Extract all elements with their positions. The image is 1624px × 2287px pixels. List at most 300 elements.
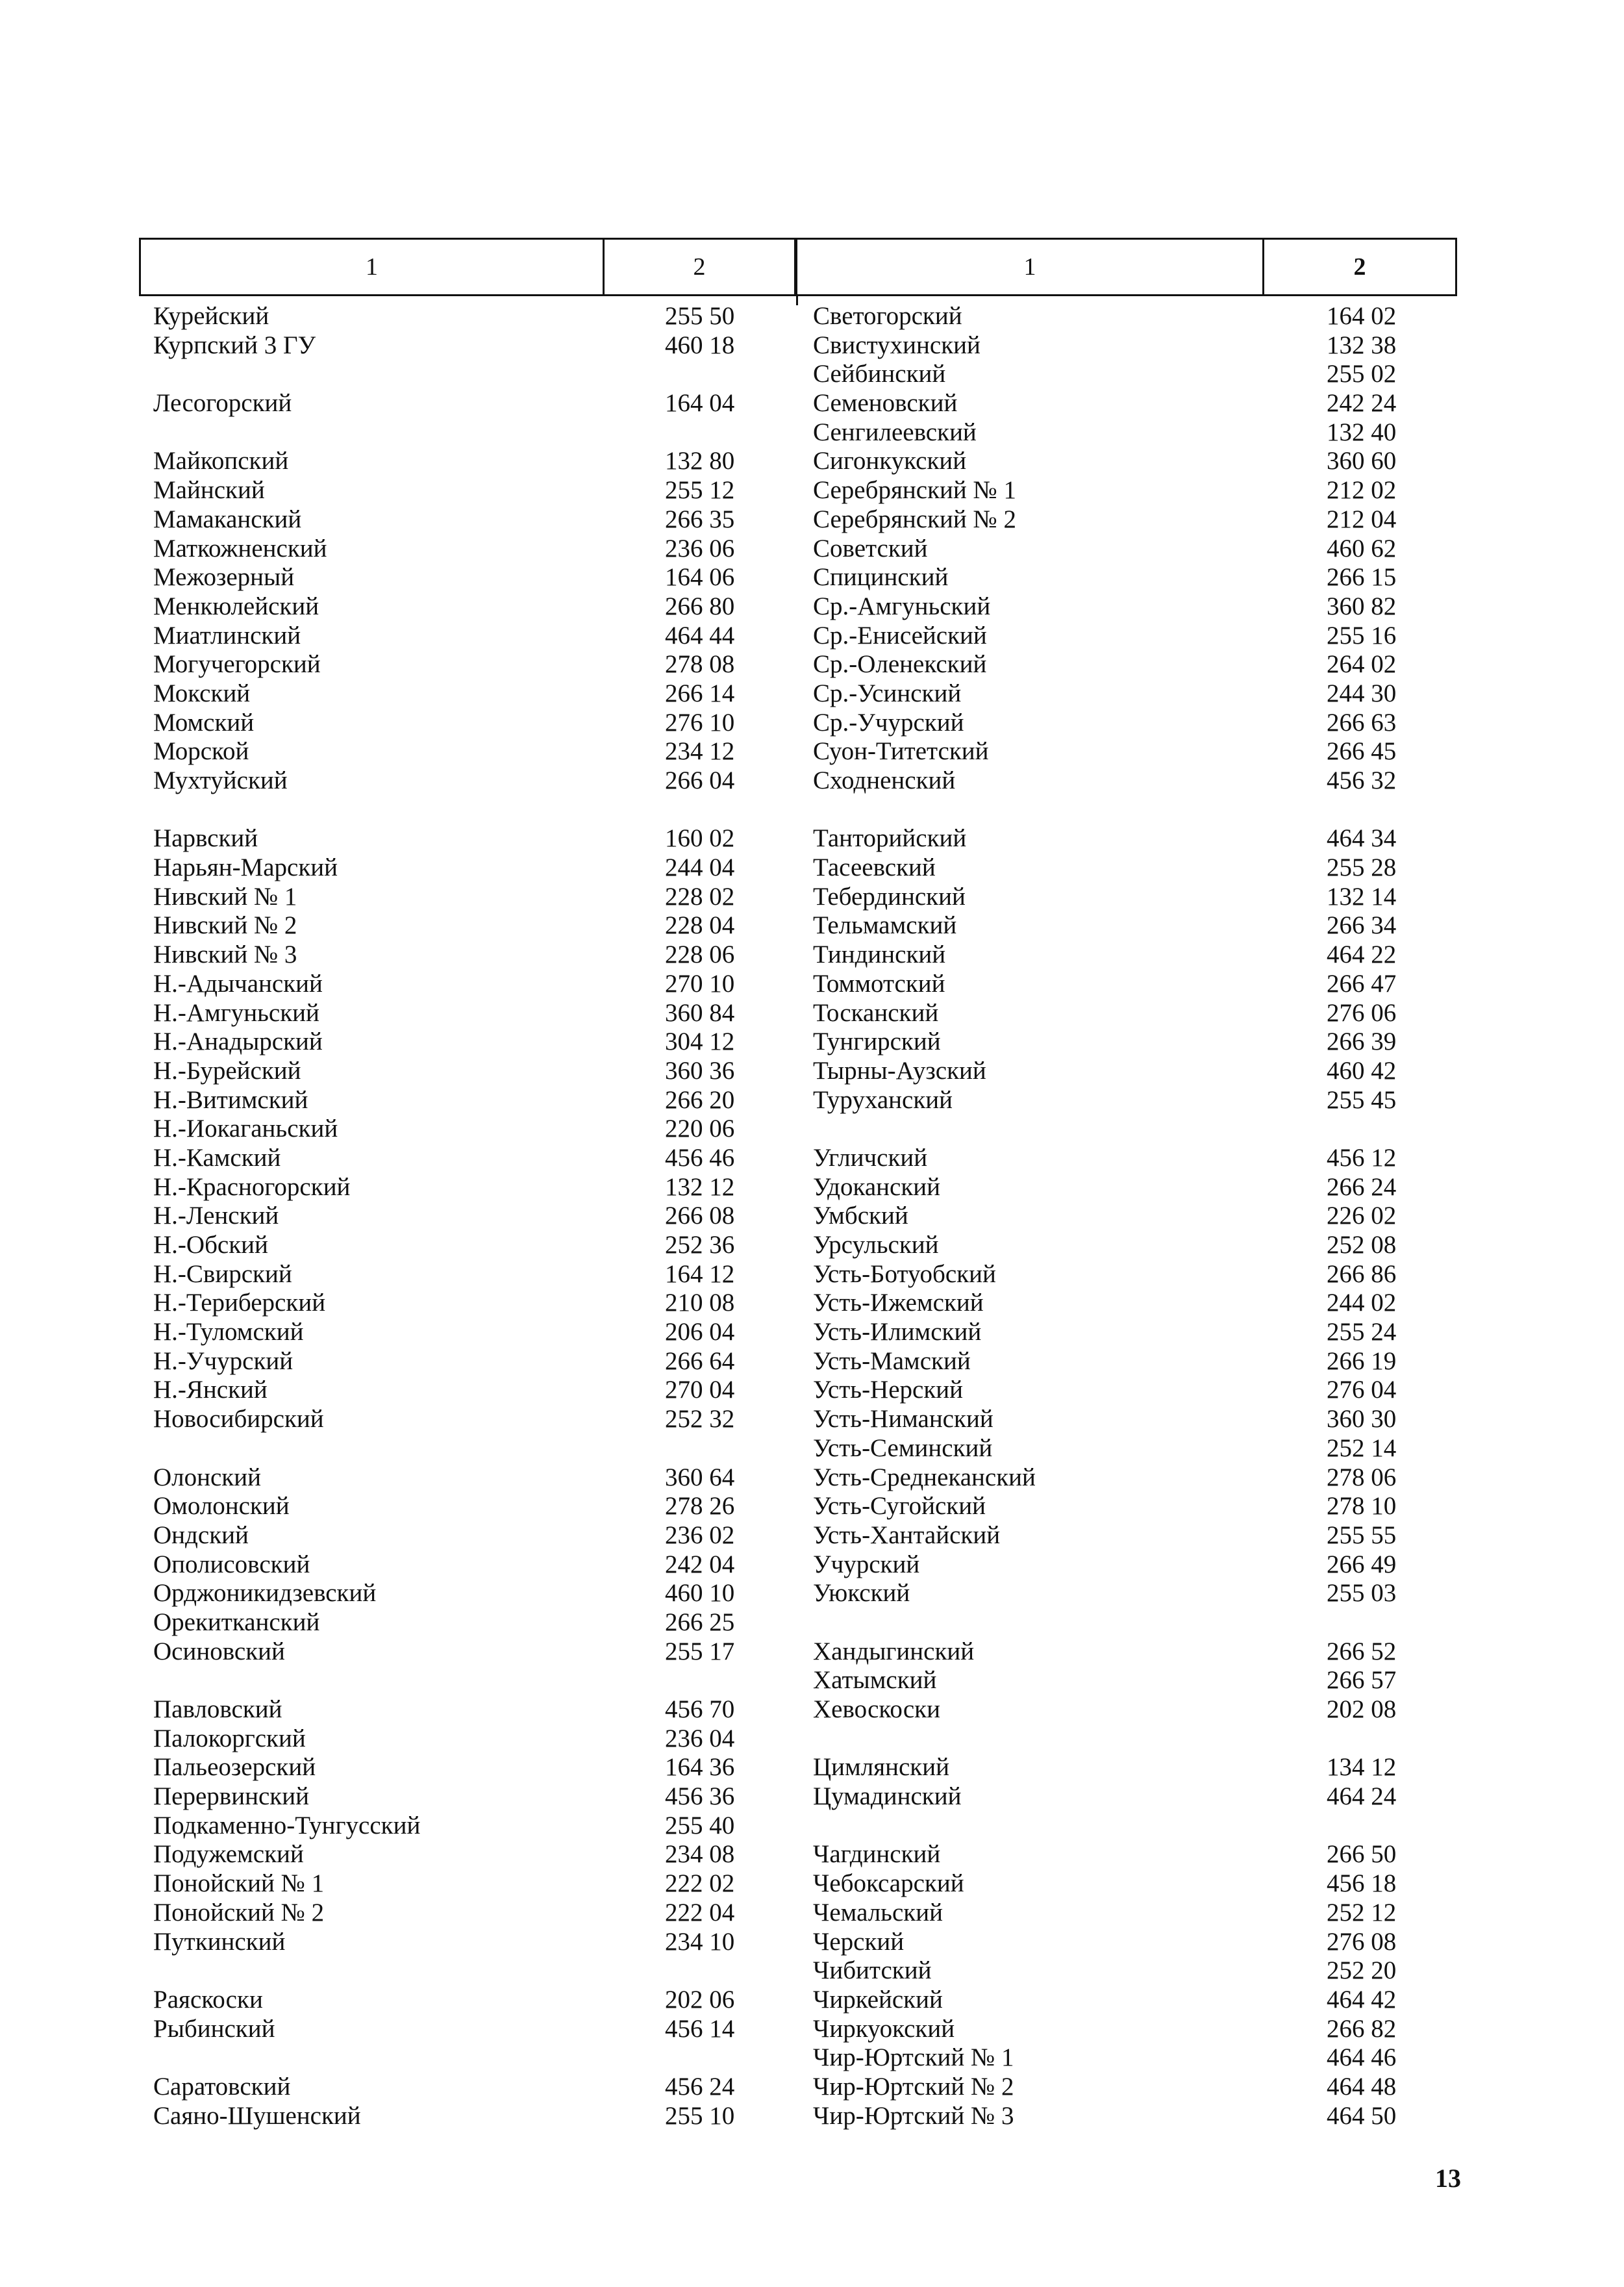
- station-code: 222 02: [665, 1869, 735, 1898]
- station-code: 276 08: [1327, 1927, 1397, 1956]
- list-item: [153, 737, 770, 766]
- station-code: 460 42: [1327, 1056, 1397, 1085]
- list-item: [813, 1115, 1456, 1144]
- station-name: Мокский: [153, 679, 251, 707]
- station-name: Цимлянский: [813, 1753, 949, 1782]
- station-name: Угличский: [813, 1143, 928, 1172]
- station-name: Серебрянский № 1: [813, 476, 1016, 505]
- station-name: Маткожненский: [153, 534, 327, 562]
- list-item: [813, 941, 1456, 970]
- list-item: [813, 853, 1456, 883]
- list-item: [153, 1260, 770, 1289]
- station-name: Усть-Семинский: [813, 1434, 993, 1462]
- station-name: Тельмамский: [813, 911, 957, 940]
- station-name: Н.-Териберский: [153, 1289, 326, 1317]
- station-code: 255 45: [1327, 1085, 1397, 1114]
- station-code: 266 14: [665, 679, 735, 707]
- list-item: [813, 360, 1456, 389]
- station-name: Могучегорский: [153, 650, 321, 679]
- station-code: 226 02: [1327, 1202, 1397, 1230]
- station-code: 276 10: [665, 708, 735, 737]
- list-item: [813, 824, 1456, 853]
- station-name: Цумадинский: [813, 1782, 962, 1811]
- station-name: Чибитский: [813, 1956, 932, 1985]
- list-item: [153, 1173, 770, 1202]
- list-item: [813, 1666, 1456, 1695]
- station-code: 278 08: [665, 650, 735, 679]
- station-name: Нарьян-Марский: [153, 853, 338, 882]
- station-code: 266 08: [665, 1202, 735, 1230]
- station-name: Тосканский: [813, 998, 939, 1027]
- station-code: 266 19: [1327, 1346, 1397, 1375]
- station-code: 360 36: [665, 1056, 735, 1085]
- left-column: [153, 302, 770, 2130]
- station-name: Томмотский: [813, 969, 945, 998]
- list-item: [813, 796, 1456, 825]
- station-code: 132 14: [1327, 882, 1397, 911]
- list-item: [153, 1057, 770, 1086]
- station-code: 278 06: [1327, 1463, 1397, 1491]
- station-code: 132 80: [665, 447, 735, 475]
- list-item: [153, 1405, 770, 1434]
- list-item: [813, 2043, 1456, 2073]
- station-code: 266 50: [1327, 1840, 1397, 1869]
- station-code: 164 12: [665, 1259, 735, 1288]
- station-code: 206 04: [665, 1318, 735, 1346]
- station-code: 228 04: [665, 911, 735, 940]
- station-code: 252 12: [1327, 1898, 1397, 1927]
- header-col-2: 2: [605, 240, 797, 294]
- station-code: 244 02: [1327, 1289, 1397, 1317]
- station-code: 460 62: [1327, 534, 1397, 562]
- list-item: [153, 1376, 770, 1405]
- station-code: 228 06: [665, 941, 735, 969]
- list-item: [153, 331, 770, 360]
- station-name: Чемальский: [813, 1898, 943, 1927]
- station-name: Понойский № 1: [153, 1869, 325, 1898]
- list-item: [813, 1173, 1456, 1202]
- station-code: 456 18: [1327, 1869, 1397, 1898]
- list-item: [813, 737, 1456, 766]
- list-item: [153, 1231, 770, 1260]
- station-code: 278 26: [665, 1492, 735, 1521]
- list-item: [153, 1202, 770, 1231]
- list-item: [813, 476, 1456, 505]
- list-item: [813, 1637, 1456, 1667]
- station-name: Мухтуйский: [153, 766, 288, 794]
- station-name: Нивский № 2: [153, 911, 297, 940]
- station-name: Сигонкукский: [813, 447, 967, 475]
- list-item: [153, 650, 770, 679]
- list-item: [153, 1753, 770, 1782]
- station-name: Чиркуокский: [813, 2014, 955, 2043]
- station-code: 266 45: [1327, 737, 1397, 766]
- station-name: Спицинский: [813, 563, 949, 592]
- station-name: Тырны-Аузский: [813, 1056, 986, 1085]
- station-code: 464 22: [1327, 941, 1397, 969]
- list-item: [813, 1318, 1456, 1347]
- list-item: [813, 2015, 1456, 2044]
- list-item: [813, 331, 1456, 360]
- station-code: 460 18: [665, 331, 735, 359]
- station-code: 266 25: [665, 1608, 735, 1636]
- list-item: [813, 2073, 1456, 2102]
- station-code: 266 86: [1327, 1259, 1397, 1288]
- station-name: Курпский 3 ГУ: [153, 331, 316, 359]
- station-name: Сенгилеевский: [813, 418, 977, 446]
- list-item: [813, 1840, 1456, 1869]
- station-name: Ср.-Амгуньский: [813, 592, 991, 620]
- list-item: [153, 1869, 770, 1899]
- list-item: [153, 1782, 770, 1812]
- station-code: 164 04: [665, 389, 735, 418]
- station-name: Н.-Бурейский: [153, 1056, 301, 1085]
- list-item: [813, 1521, 1456, 1550]
- station-code: 264 02: [1327, 650, 1397, 679]
- station-code: 464 24: [1327, 1782, 1397, 1811]
- station-name: Майкопский: [153, 447, 289, 475]
- header-col-4: 2: [1353, 253, 1366, 281]
- station-name: Мамаканский: [153, 505, 302, 533]
- list-item: [153, 1492, 770, 1521]
- station-code: 255 16: [1327, 621, 1397, 650]
- list-item: [813, 563, 1456, 592]
- station-code: 266 47: [1327, 969, 1397, 998]
- list-item: [153, 1986, 770, 2015]
- station-name: Усть-Ниманский: [813, 1405, 993, 1434]
- station-code: 266 57: [1327, 1666, 1397, 1695]
- list-item: [153, 2015, 770, 2044]
- station-code: 276 04: [1327, 1376, 1397, 1404]
- right-column: [813, 302, 1456, 2130]
- station-name: Орджоникидзевский: [153, 1579, 377, 1608]
- list-item: [153, 2102, 770, 2131]
- list-item: [813, 1725, 1456, 1754]
- station-code: 460 10: [665, 1579, 735, 1608]
- station-name: Майнский: [153, 476, 265, 505]
- station-name: Ондский: [153, 1521, 249, 1549]
- header-col-3: 1: [797, 240, 1264, 294]
- station-code: 255 10: [665, 2101, 735, 2130]
- list-item: [813, 1405, 1456, 1434]
- column-divider: [796, 296, 798, 305]
- station-code: 202 06: [665, 1985, 735, 2014]
- station-code: 278 10: [1327, 1492, 1397, 1521]
- station-code: 236 04: [665, 1724, 735, 1752]
- station-name: Павловский: [153, 1695, 282, 1723]
- list-item: [813, 1928, 1456, 1957]
- list-item: [153, 2043, 770, 2073]
- station-code: 464 50: [1327, 2101, 1397, 2130]
- station-code: 222 04: [665, 1898, 735, 1927]
- station-name: Нивский № 1: [153, 882, 297, 911]
- station-code: 360 84: [665, 998, 735, 1027]
- station-code: 456 70: [665, 1695, 735, 1723]
- list-item: [153, 1144, 770, 1173]
- station-code: 266 34: [1327, 911, 1397, 940]
- station-code: 266 64: [665, 1346, 735, 1375]
- station-code: 266 82: [1327, 2014, 1397, 2043]
- station-name: Тебердинский: [813, 882, 966, 911]
- station-name: Сходненский: [813, 766, 956, 794]
- station-name: Раяскоски: [153, 1985, 263, 2014]
- station-code: 266 80: [665, 592, 735, 620]
- station-code: 228 02: [665, 882, 735, 911]
- station-name: Путкинский: [153, 1927, 286, 1956]
- station-name: Н.-Свирский: [153, 1259, 292, 1288]
- station-name: Усть-Ботуобский: [813, 1259, 996, 1288]
- station-name: Серебрянский № 2: [813, 505, 1016, 533]
- list-item: [813, 1812, 1456, 1841]
- list-item: [813, 1376, 1456, 1405]
- station-code: 360 64: [665, 1463, 735, 1491]
- station-name: Н.-Анадырский: [153, 1028, 323, 1056]
- station-code: 202 08: [1327, 1695, 1397, 1723]
- station-code: 266 04: [665, 766, 735, 794]
- station-code: 266 15: [1327, 563, 1397, 592]
- list-item: [813, 1956, 1456, 1986]
- station-code: 464 46: [1327, 2043, 1397, 2072]
- station-name: Хевоскоски: [813, 1695, 940, 1723]
- station-code: 266 35: [665, 505, 735, 533]
- station-name: Усть-Мамский: [813, 1346, 971, 1375]
- list-item: [153, 1956, 770, 1986]
- list-item: [813, 1289, 1456, 1318]
- station-code: 132 38: [1327, 331, 1397, 359]
- station-name: Усть-Илимский: [813, 1318, 982, 1346]
- station-name: Н.-Амгуньский: [153, 998, 319, 1027]
- list-item: [153, 766, 770, 796]
- station-name: Уюкский: [813, 1579, 910, 1608]
- list-item: [153, 1028, 770, 1057]
- station-name: Светогорский: [813, 302, 962, 330]
- list-item: [813, 1086, 1456, 1115]
- station-code: 464 48: [1327, 2072, 1397, 2101]
- station-name: Н.-Камский: [153, 1143, 281, 1172]
- station-code: 266 52: [1327, 1637, 1397, 1665]
- station-code: 255 50: [665, 302, 735, 330]
- list-item: [813, 1550, 1456, 1580]
- list-item: [153, 592, 770, 622]
- station-name: Тунгирский: [813, 1028, 941, 1056]
- station-name: Менкюлейский: [153, 592, 319, 620]
- station-name: Учурский: [813, 1550, 920, 1578]
- list-item: [813, 970, 1456, 999]
- station-name: Ср.-Усинский: [813, 679, 962, 707]
- list-item: [813, 622, 1456, 651]
- station-name: Н.-Адычанский: [153, 969, 323, 998]
- list-item: [153, 2073, 770, 2102]
- station-name: Перервинский: [153, 1782, 309, 1811]
- station-code: 242 04: [665, 1550, 735, 1578]
- station-code: 360 60: [1327, 447, 1397, 475]
- list-item: [153, 824, 770, 853]
- station-name: Орекитканский: [153, 1608, 320, 1636]
- list-item: [813, 1434, 1456, 1463]
- list-item: [153, 1318, 770, 1347]
- list-item: [153, 622, 770, 651]
- list-item: [813, 1608, 1456, 1637]
- station-name: Палокоргский: [153, 1724, 306, 1752]
- station-name: Н.-Туломский: [153, 1318, 304, 1346]
- station-name: Н.-Витимский: [153, 1085, 308, 1114]
- list-item: [153, 447, 770, 476]
- list-item: [153, 1637, 770, 1667]
- station-code: 456 14: [665, 2014, 735, 2043]
- station-code: 456 24: [665, 2072, 735, 2101]
- station-code: 210 08: [665, 1289, 735, 1317]
- list-item: [153, 1115, 770, 1144]
- list-item: [153, 970, 770, 999]
- list-item: [153, 563, 770, 592]
- list-item: [813, 389, 1456, 418]
- station-code: 252 14: [1327, 1434, 1397, 1462]
- header-col-1: 1: [141, 240, 605, 294]
- list-item: [153, 1434, 770, 1463]
- list-item: [813, 1231, 1456, 1260]
- station-name: Подужемский: [153, 1840, 304, 1869]
- list-item: [153, 535, 770, 564]
- list-item: [813, 1782, 1456, 1812]
- station-name: Усть-Нерский: [813, 1376, 964, 1404]
- station-name: Нивский № 3: [153, 941, 297, 969]
- station-name: Межозерный: [153, 563, 295, 592]
- list-item: [813, 1202, 1456, 1231]
- station-code: 236 06: [665, 534, 735, 562]
- station-name: Чир-Юртский № 3: [813, 2101, 1014, 2130]
- station-name: Н.-Янский: [153, 1376, 268, 1404]
- list-item: [813, 1057, 1456, 1086]
- station-name: Суон-Титетский: [813, 737, 989, 766]
- page-number: 13: [1435, 2164, 1461, 2193]
- list-item: [153, 1840, 770, 1869]
- station-name: Туруханский: [813, 1085, 953, 1114]
- station-code: 464 44: [665, 621, 735, 650]
- list-item: [813, 1144, 1456, 1173]
- list-item: [813, 2102, 1456, 2131]
- list-item: [813, 1463, 1456, 1493]
- station-code: 456 12: [1327, 1143, 1397, 1172]
- station-name: Н.-Обский: [153, 1231, 268, 1259]
- station-code: 304 12: [665, 1028, 735, 1056]
- station-code: 220 06: [665, 1115, 735, 1143]
- station-code: 242 24: [1327, 389, 1397, 418]
- station-code: 255 17: [665, 1637, 735, 1665]
- station-name: Н.-Красногорский: [153, 1172, 351, 1201]
- station-code: 252 32: [665, 1405, 735, 1434]
- station-name: Ополисовский: [153, 1550, 310, 1578]
- list-item: [153, 476, 770, 505]
- station-name: Курейский: [153, 302, 269, 330]
- station-code: 234 08: [665, 1840, 735, 1869]
- list-item: [153, 1608, 770, 1637]
- station-code: 160 02: [665, 824, 735, 853]
- station-code: 255 02: [1327, 360, 1397, 388]
- station-code: 252 36: [665, 1231, 735, 1259]
- station-name: Чир-Юртский № 1: [813, 2043, 1014, 2072]
- station-name: Умбский: [813, 1202, 908, 1230]
- list-item: [813, 766, 1456, 796]
- station-name: Урсульский: [813, 1231, 939, 1259]
- station-code: 266 20: [665, 1085, 735, 1114]
- station-code: 464 42: [1327, 1985, 1397, 2014]
- list-item: [153, 999, 770, 1028]
- list-item: [153, 1579, 770, 1608]
- station-name: Пальеозерский: [153, 1753, 316, 1782]
- list-item: [813, 999, 1456, 1028]
- list-item: [153, 709, 770, 738]
- list-item: [813, 1260, 1456, 1289]
- station-name: Нарвский: [153, 824, 258, 853]
- list-item: [813, 418, 1456, 448]
- list-item: [813, 1028, 1456, 1057]
- list-item: [813, 447, 1456, 476]
- station-name: Олонский: [153, 1463, 261, 1491]
- list-item: [153, 796, 770, 825]
- list-item: [813, 1579, 1456, 1608]
- station-name: Ср.-Оленекский: [813, 650, 987, 679]
- station-code: 360 82: [1327, 592, 1397, 620]
- station-name: Усть-Среднеканский: [813, 1463, 1036, 1491]
- station-name: Ср.-Учурский: [813, 708, 964, 737]
- list-item: [153, 853, 770, 883]
- station-name: Миатлинский: [153, 621, 301, 650]
- station-code: 266 63: [1327, 708, 1397, 737]
- list-item: [813, 302, 1456, 331]
- station-name: Танторийский: [813, 824, 967, 853]
- list-item: [153, 418, 770, 448]
- station-code: 255 55: [1327, 1521, 1397, 1549]
- list-item: [813, 1986, 1456, 2015]
- list-item: [813, 1347, 1456, 1376]
- list-item: [153, 679, 770, 709]
- list-item: [153, 302, 770, 331]
- list-item: [153, 1725, 770, 1754]
- station-code: 456 32: [1327, 766, 1397, 794]
- station-code: 252 20: [1327, 1956, 1397, 1985]
- station-code: 464 34: [1327, 824, 1397, 853]
- station-name: Чагдинский: [813, 1840, 941, 1869]
- station-code: 212 02: [1327, 476, 1397, 505]
- list-item: [153, 941, 770, 970]
- station-name: Тиндинский: [813, 941, 946, 969]
- station-name: Омолонский: [153, 1492, 290, 1521]
- station-code: 270 04: [665, 1376, 735, 1404]
- station-name: Новосибирский: [153, 1405, 324, 1434]
- list-item: [813, 592, 1456, 622]
- station-code: 134 12: [1327, 1753, 1397, 1782]
- station-name: Свистухинский: [813, 331, 981, 359]
- list-item: [813, 1869, 1456, 1899]
- station-name: Хандыгинский: [813, 1637, 975, 1665]
- station-name: Н.-Учурский: [153, 1346, 294, 1375]
- list-item: [813, 883, 1456, 912]
- station-code: 236 02: [665, 1521, 735, 1549]
- station-name: Ср.-Енисейский: [813, 621, 987, 650]
- station-name: Усть-Ижемский: [813, 1289, 984, 1317]
- station-code: 266 39: [1327, 1028, 1397, 1056]
- list-item: [813, 505, 1456, 535]
- station-name: Удоканский: [813, 1172, 941, 1201]
- station-name: Морской: [153, 737, 249, 766]
- station-code: 252 08: [1327, 1231, 1397, 1259]
- list-item: [153, 1812, 770, 1841]
- list-item: [813, 535, 1456, 564]
- station-code: 164 06: [665, 563, 735, 592]
- list-item: [813, 1899, 1456, 1928]
- list-item: [153, 1899, 770, 1928]
- station-name: Н.-Ленский: [153, 1202, 279, 1230]
